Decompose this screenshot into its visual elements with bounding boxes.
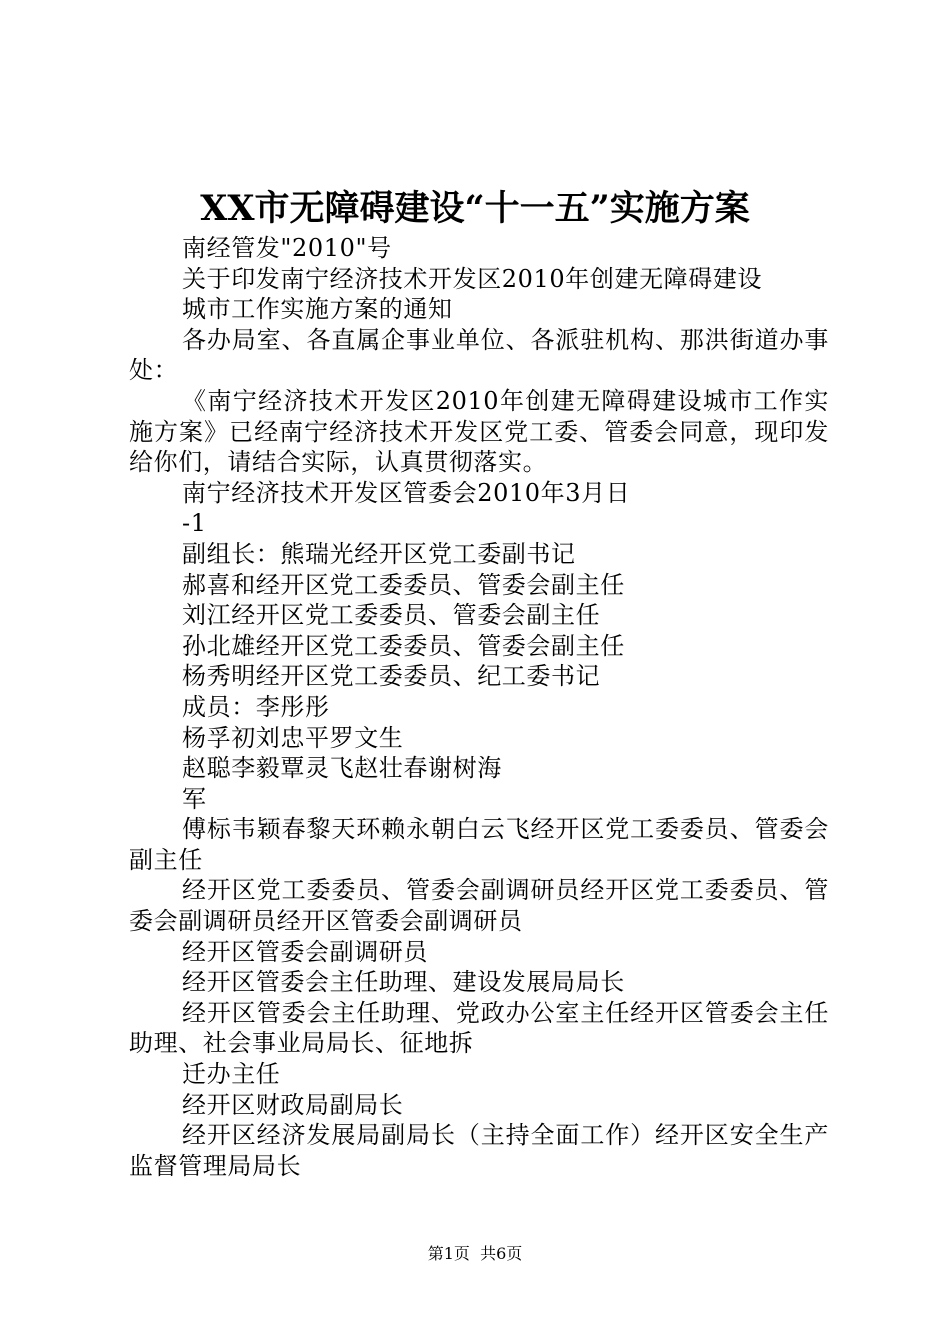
member-titles-paragraph: 经开区管委会主任助理、建设发展局局长 bbox=[182, 968, 625, 997]
document-number: 南经管发"2010"号 bbox=[182, 234, 392, 262]
member-titles-paragraph: 迁办主任 bbox=[182, 1060, 281, 1089]
member-titles-paragraph: 经开区党工委委员、管委会副调研员经开区党工委委员、管委会副调研员经开区管委会副调研员 bbox=[129, 876, 829, 936]
issuer-date-line: 南宁经济技术开发区管委会2010年3月日 bbox=[182, 478, 631, 507]
notice-title-line-1: 关于印发南宁经济技术开发区2010年创建无障碍建设 bbox=[182, 264, 763, 293]
member-line: 刘江经开区党工委委员、管委会副主任 bbox=[182, 601, 601, 630]
member-line: 孙北雄经开区党工委委员、管委会副主任 bbox=[182, 631, 625, 660]
member-titles-paragraph: 经开区财政局副局长 bbox=[182, 1090, 404, 1119]
member-titles-paragraph: 经开区管委会副调研员 bbox=[182, 937, 428, 966]
member-names-line: 军 bbox=[182, 784, 207, 813]
page-footer: 第1页 共6页 bbox=[427, 1244, 523, 1263]
document-title: XX市无障碍建设“十一五”实施方案 bbox=[200, 188, 750, 229]
notice-title-line-2: 城市工作实施方案的通知 bbox=[182, 295, 453, 324]
body-paragraph: 《南宁经济技术开发区2010年创建无障碍建设城市工作实施方案》已经南宁经济技术开发区党工委、管委会同意，现印发给你们，请结合实际，认真贯彻落实。 bbox=[129, 386, 829, 477]
member-names-line: 杨孚初刘忠平罗文生 bbox=[182, 723, 404, 752]
member-titles-paragraph: 经开区经济发展局副局长（主持全面工作）经开区安全生产监督管理局局长 bbox=[129, 1121, 829, 1180]
recipients-paragraph: 各办局室、各直属企事业单位、各派驻机构、那洪街道办事处： bbox=[129, 325, 829, 385]
page-marker: -1 bbox=[182, 509, 207, 538]
member-line: 郝喜和经开区党工委委员、管委会副主任 bbox=[182, 570, 625, 599]
members-heading-line: 成员：李彤彤 bbox=[182, 692, 330, 721]
member-names-line: 赵聪李毅覃灵飞赵壮春谢树海 bbox=[182, 754, 502, 783]
member-titles-paragraph: 傅标韦颖春黎天环赖永朝白云飞经开区党工委委员、管委会副主任 bbox=[129, 815, 829, 874]
document-body bbox=[129, 233, 829, 1181]
member-line: 杨秀明经开区党工委委员、纪工委书记 bbox=[182, 662, 601, 691]
member-titles-paragraph: 经开区管委会主任助理、党政办公室主任经开区管委会主任助理、社会事业局局长、征地拆 bbox=[129, 998, 829, 1058]
deputy-leader-line: 副组长：熊瑞光经开区党工委副书记 bbox=[182, 539, 576, 568]
